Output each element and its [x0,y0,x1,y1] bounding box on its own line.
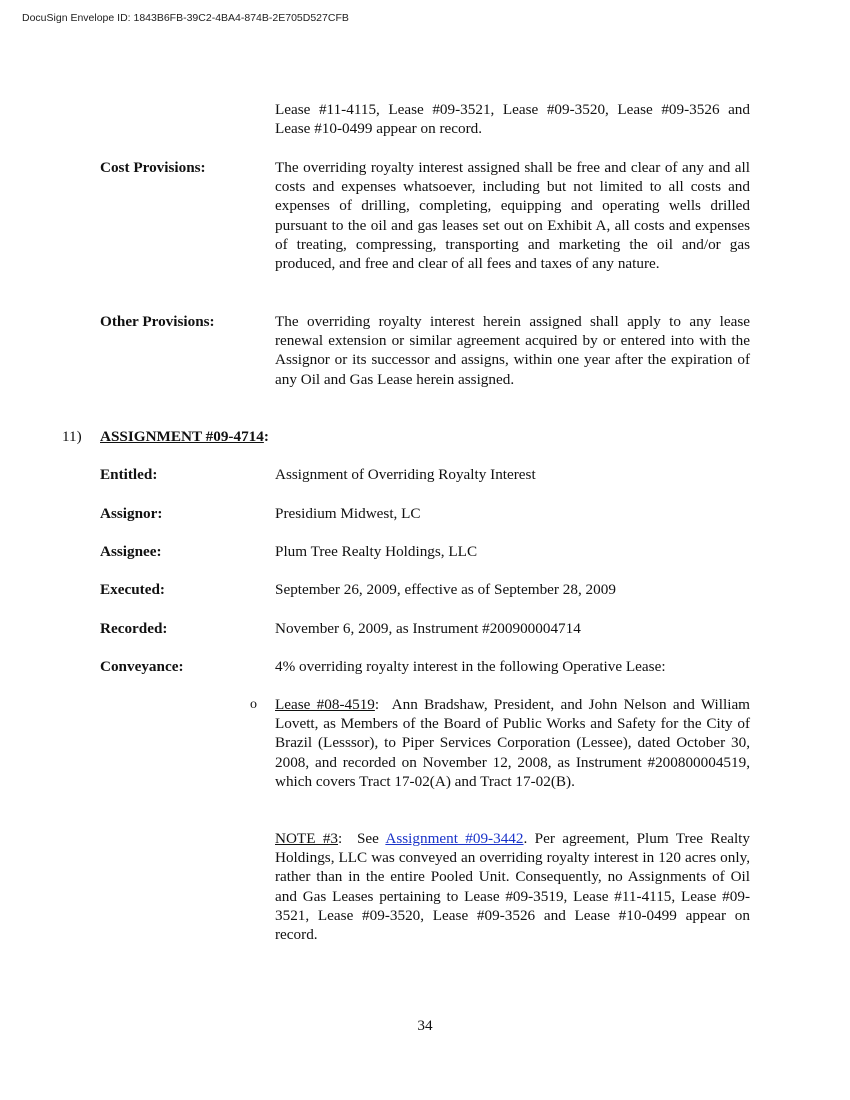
other-provisions-text: The overriding royalty interest herein assigned shall apply to any lease renewal extension or similar agreement acquired by or entered into with the Assignor or its successor and assigns, within one year after the expiration of any Oil and Gas Lease herein assigned. [275,313,750,388]
recorded-label: Recorded: [100,620,168,637]
section-number: 11) [62,428,82,445]
executed-label: Executed: [100,581,165,598]
lease-ref-colon: : [374,696,380,713]
note-paragraph [275,829,750,944]
section-title: ASSIGNMENT #09-4714 [100,428,264,445]
page-number: 34 [417,1017,433,1034]
conveyance-value: 4% overriding royalty interest in the following Operative Lease: [275,658,666,675]
executed-value: September 26, 2009, effective as of September 28, 2009 [275,581,616,598]
lease-item [275,695,750,791]
other-provisions-label: Other Provisions: [100,313,215,330]
recorded-value: November 6, 2009, as Instrument #200900004714 [275,620,581,637]
assignee-value: Plum Tree Realty Holdings, LLC [275,543,478,560]
assignee-label: Assignee: [100,543,162,560]
lease-item-text: Ann Bradshaw, President, and John Nelson and William Lovett, as Members of the Board of Public Works and Safety for the City of Brazil (Lesssor), to Piper Services Corporation (Lessee), dated October 30, 2008, and recorded on November 12, 2008, as Instrument #200800004519, which covers Tract 17-02(A) and Tract 17-02(B). [275,696,750,790]
note-text: . Per agreement, Plum Tree Realty Holdings, LLC was conveyed an overriding royalty interest in 120 acres only, rather than in the entire Pooled Unit. Consequently, no Assignments of Oil and Gas Leases pertaining to Lease #09-3519, Lease #11-4115, Lease #09-3521, Lease #09-3520, Lease #09-3526 and Lease #10-0499 appear on record. [275,830,750,944]
note-label: NOTE #3 [275,830,339,847]
cost-provisions-text: The overriding royalty interest assigned shall be free and clear of any and all costs and expenses whatsoever, including but not limited to all costs and expenses of drilling, completing, equipping and operating wells drilled pursuant to the oil and gas leases set out on Exhibit A, all costs and expenses of treating, compressing, transporting and marketing the oil and/or gas produced, and free and clear of all fees and taxes of any nature. [275,159,750,273]
bullet-marker: o [250,697,257,712]
assignment-09-3442-link[interactable]: Assignment #09-3442 [385,830,524,847]
lease-ref: Lease #08-4519 [275,696,375,713]
entitled-label: Entitled: [100,466,158,483]
assignor-label: Assignor: [100,505,163,522]
section-title-colon: : [263,428,269,445]
docusign-envelope-id: DocuSign Envelope ID: 1843B6FB-39C2-4BA4-874B-2E705D527CFB [22,12,349,24]
continued-text: Lease #11-4115, Lease #09-3521, Lease #09-3520, Lease #09-3526 and Lease #10-0499 appear on record. [275,101,750,138]
assignor-value: Presidium Midwest, LC [275,505,421,522]
entitled-value: Assignment of Overriding Royalty Interest [275,466,536,483]
note-see: See [356,830,379,847]
section-heading [100,427,269,446]
cost-provisions-label: Cost Provisions: [100,159,206,176]
note-colon: : [338,830,343,847]
conveyance-label: Conveyance: [100,658,184,675]
